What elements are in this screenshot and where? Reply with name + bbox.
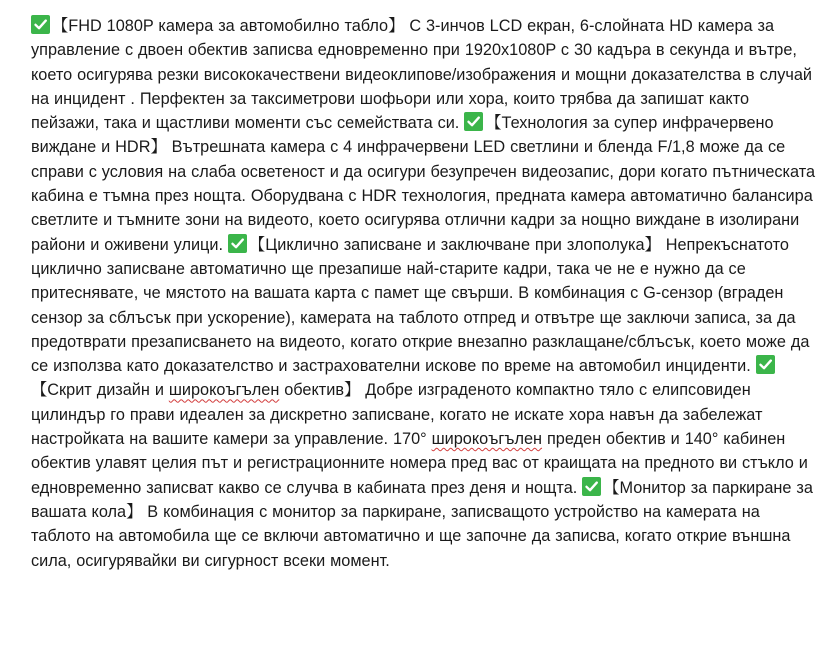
check-mark-button-icon <box>464 112 483 131</box>
section-title-part: 【Скрит дизайн и <box>31 381 169 400</box>
spellcheck-marked-word[interactable]: широкоъгълен <box>431 430 543 449</box>
spellcheck-marked-word[interactable]: широкоъгълен <box>168 381 280 400</box>
product-description-document <box>31 14 821 573</box>
section-body-fhd-camera: С 3-инчов LCD екран, 6-слойната HD камера за управление с двоен обектив записва едновременно при 1920x1080P с 30 кадъра в секунда и вътре, което осигурява резки висококачествени видеоклипове/изображения и мощни доказателства в случай на инцидент . Перфектен за таксиметрови шофьори или хора, които трябва да запишат както пейзажи, така и щастливи моменти със семействата си. <box>31 17 812 133</box>
check-mark-button-icon <box>31 15 50 34</box>
section-body-part: преден обектив и 140° кабинен обектив улавят целия път и регистрационните номера пред вас от краищата на предното ви стъкло и едновременно записват какво се случва в кабината през деня и нощта. <box>31 430 808 497</box>
section-body-loop-recording: Непрекъснатото циклично записване автоматично ще презапише най-старите кадри, така че не е нужно да се притеснявате, че мястото на вашата карта с памет ще свърши. В комбинация с G-сензор (вграден сензор за сблъсък при ускорение), камерата на таблото отпред и отвътре ще заключи записа, за да предотврати презаписването на видеото, когато открие внезапно разклащане/сблъсък, което може да се използва като доказателство и застрахователни искове по време на автомобил инциденти. <box>31 235 810 376</box>
section-body-part: Добре изграденото компактно тяло с елипсовиден цилиндър го прави идеален за дискретно записване, когато не искате хора навън да забележат настройката на вашите камери за управление. 170° <box>31 381 763 449</box>
check-mark-button-icon <box>756 355 775 374</box>
section-title-parking-monitor: 【Монитор за паркиране за вашата кола】 <box>31 478 813 521</box>
section-body-night-vision-hdr: Вътрешната камера с 4 инфрачервени LED светлини и бленда F/1,8 може да се справи с условия на слаба осветеност и да осигури безупречен видеозапис, дори когато пътническата кабина е тъмна през нощта. Оборудвана с HDR технология, предната камера автоматично балансира светлите и тъмните зони на видеото, което осигурява отлични кадри за нощно виждане в изолирани райони и оживени улици. <box>31 138 816 254</box>
check-mark-button-icon <box>582 477 601 496</box>
section-body-parking-monitor: В комбинация с монитор за паркиране, записващото устройство на камерата на таблото на автомобила ще се включи автоматично и ще започне да записва, когато открие външна сила, осигурявайки ви сигурност всеки момент. <box>31 502 791 570</box>
section-title-loop-recording: 【Циклично записване и заключване при злополука】 <box>248 235 661 254</box>
section-title-part: обектив】 <box>279 381 361 400</box>
check-mark-button-icon <box>228 234 247 253</box>
section-title-night-vision-hdr: 【Технология за супер инфрачервено виждане и HDR】 <box>31 114 774 157</box>
description-paragraph <box>31 14 821 573</box>
section-title-fhd-camera: 【FHD 1080P камера за автомобилно табло】 <box>52 17 405 35</box>
section-title-hidden-design <box>31 381 360 399</box>
